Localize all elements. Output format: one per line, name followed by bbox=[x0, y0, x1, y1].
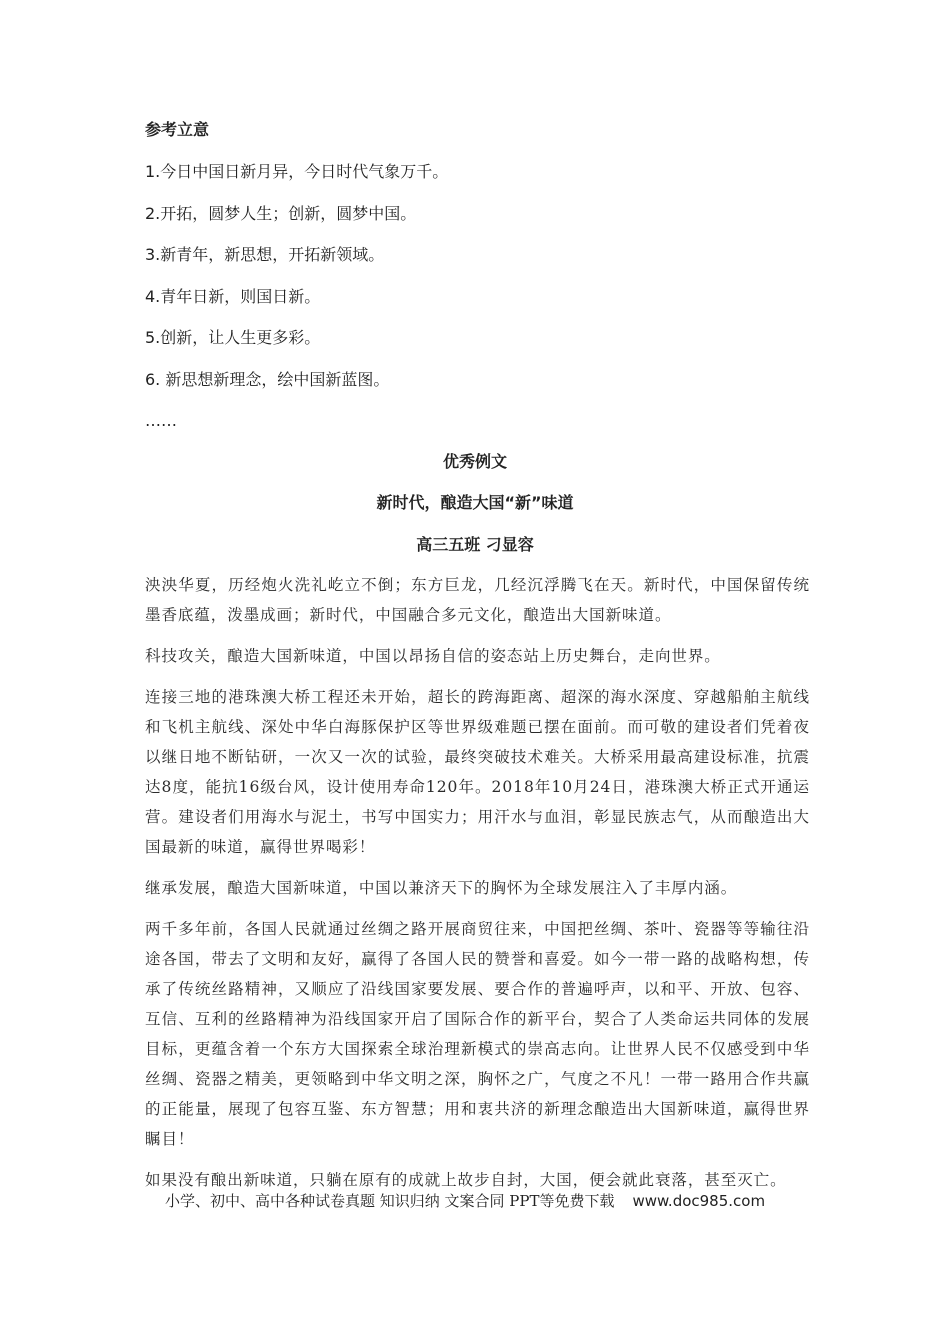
sample-section-title: 优秀例文 bbox=[442, 452, 507, 471]
footer-site-link[interactable]: www.doc985.com bbox=[632, 1192, 766, 1210]
reference-item: 5.创新，让人生更多彩。 bbox=[145, 328, 321, 347]
essay-paragraph: 科技攻关，酿造大国新味道，中国以昂扬自信的姿态站上历史舞台，走向世界。 bbox=[145, 647, 721, 665]
essay-author: 高三五班 刁显容 bbox=[416, 535, 534, 554]
footer-text: 小学、初中、高中各种试卷真题 知识归纳 文案合同 PPT等免费下载 bbox=[165, 1192, 615, 1210]
essay-body bbox=[145, 570, 810, 1206]
page-footer bbox=[165, 1190, 765, 1212]
reference-ellipsis: …… bbox=[145, 411, 177, 430]
essay-paragraph: 两千多年前，各国人民就通过丝绸之路开展商贸往来，中国把丝绸、茶叶、瓷器等等输往沿途各国，带去了文明和友好，赢得了各国人民的赞誉和喜爱。如今一带一路的战略构想，传承了传统丝路精神，又顺应了沿线国家要发展、要合作的普遍呼声，以和平、开放、包容、互信、互利的丝路精神为沿线国家开启了国际合作的新平台，契合了人类命运共同体的发展目标，更蕴含着一个东方大国探索全球治理新模式的崇高志向。让世界人民不仅感受到中华丝绸、瓷器之精美，更领略到中华文明之深，胸怀之广，气度之不凡！一带一路用合作共赢的正能量，展现了包容互鉴、东方智慧；用和衷共济的新理念酿造出大国新味道，赢得世界瞩目！ bbox=[145, 920, 810, 1148]
reference-item: 2.开拓，圆梦人生；创新，圆梦中国。 bbox=[145, 203, 417, 223]
reference-item: 4.青年日新，则国日新。 bbox=[145, 286, 321, 306]
reference-list bbox=[145, 160, 448, 451]
reference-item: 1.今日中国日新月异，今日时代气象万千。 bbox=[145, 162, 449, 181]
essay-paragraph: 继承发展，酿造大国新味道，中国以兼济天下的胸怀为全球发展注入了丰厚内涵。 bbox=[145, 879, 738, 897]
reference-heading: 参考立意 bbox=[145, 120, 210, 139]
essay-paragraph: 连接三地的港珠澳大桥工程还未开始，超长的跨海距离、超深的海水深度、穿越船舶主航线和飞机主航线、深处中华白海豚保护区等世界级难题已摆在面前。而可敬的建设者们凭着夜以继日地不断钻研，一次又一次的试验，最终突破技术难关。大桥采用最高建设标准，抗震达8度，能抗16级台风，设计使用寿命120年。2018年10月24日，港珠澳大桥正式开通运营。建设者们用海水与泥土，书写中国实力；用汗水与血泪，彰显民族志气，从而酿造出大国最新的味道，赢得世界喝彩！ bbox=[145, 688, 810, 856]
essay-title: 新时代，酿造大国“新”味道 bbox=[376, 493, 574, 512]
essay-paragraph: 泱泱华夏，历经炮火洗礼屹立不倒；东方巨龙，几经沉浮腾飞在天。新时代，中国保留传统墨香底蕴，泼墨成画；新时代，中国融合多元文化，酿造出大国新味道。 bbox=[145, 576, 810, 624]
reference-item: 6. 新思想新理念，绘中国新蓝图。 bbox=[145, 369, 390, 389]
essay-paragraph: 如果没有酿出新味道，只躺在原有的成就上故步自封，大国，便会就此衰落，甚至灭亡。 bbox=[145, 1171, 787, 1189]
reference-item: 3.新青年，新思想，开拓新领域。 bbox=[145, 245, 385, 264]
